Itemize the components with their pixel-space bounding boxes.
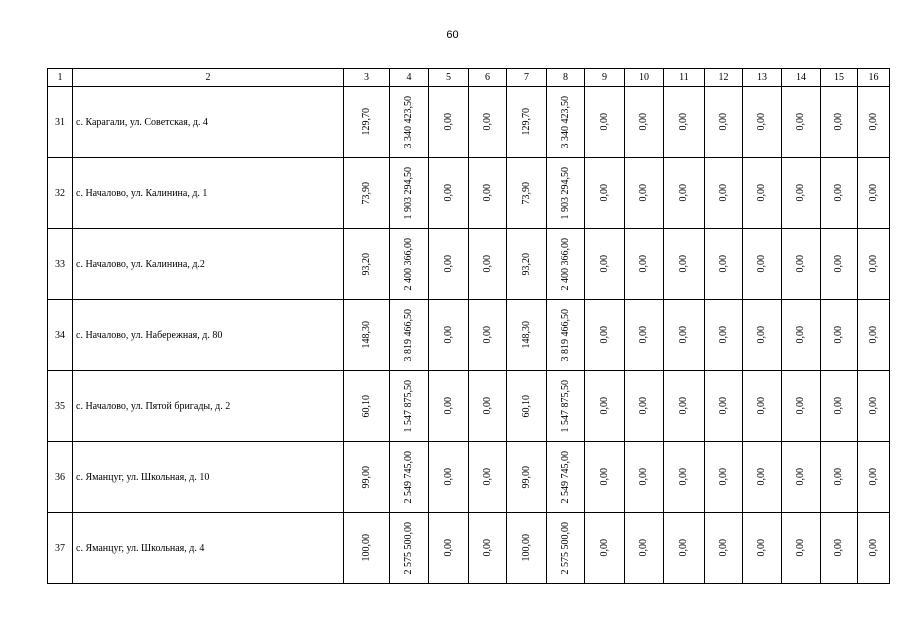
value-cell-c3: [344, 229, 390, 300]
value-text: 2 400 366,00: [403, 237, 414, 291]
value-cell-c15: [821, 442, 858, 513]
value-cell-c8: [547, 442, 585, 513]
value-cell-c13: [743, 229, 782, 300]
value-cell-c11: [664, 158, 705, 229]
column-header-7: 7: [507, 69, 547, 87]
value-text: 0,00: [756, 468, 767, 486]
value-text: 0,00: [795, 326, 806, 344]
value-text: 0,00: [833, 397, 844, 415]
value-cell-c10: [625, 442, 664, 513]
value-cell-c5: [429, 87, 469, 158]
address-cell: с. Началово, ул. Пятой бригады, д. 2: [73, 371, 344, 442]
value-cell-c14: [782, 442, 821, 513]
row-number: 35: [48, 371, 73, 442]
value-text: 99,00: [520, 465, 532, 489]
row-number: 31: [48, 87, 73, 158]
value-text: 0,00: [795, 539, 806, 557]
value-cell-c3: [344, 371, 390, 442]
value-text: 0,00: [833, 255, 844, 273]
value-text: 0,00: [481, 397, 493, 415]
value-cell-c7: [507, 371, 547, 442]
value-cell-c9: [585, 87, 625, 158]
table-row: [48, 158, 890, 229]
value-text: 129,70: [520, 108, 532, 136]
value-text: 0,00: [638, 184, 649, 202]
value-cell-c3: [344, 158, 390, 229]
value-cell-c11: [664, 442, 705, 513]
column-header-11: 11: [664, 69, 705, 87]
value-text: 3 819 466,50: [559, 308, 571, 362]
value-cell-c5: [429, 158, 469, 229]
value-text: 0,00: [481, 326, 493, 344]
value-text: 60,10: [520, 394, 532, 418]
value-text: 3 340 423,50: [403, 95, 414, 149]
value-cell-c7: [507, 300, 547, 371]
value-cell-c8: [547, 300, 585, 371]
value-text: 0,00: [481, 184, 493, 202]
value-text: 0,00: [833, 113, 844, 131]
value-cell-c3: [344, 442, 390, 513]
value-text: 0,00: [756, 397, 767, 415]
value-text: 0,00: [481, 255, 493, 273]
value-cell-c6: [469, 513, 507, 584]
row-number: 37: [48, 513, 73, 584]
value-text: 0,00: [442, 184, 454, 202]
row-number: 32: [48, 158, 73, 229]
value-cell-c4: [390, 87, 429, 158]
address-cell: с. Яманцуг, ул. Школьная, д. 4: [73, 513, 344, 584]
value-text: 0,00: [717, 539, 729, 557]
value-text: 0,00: [756, 184, 767, 202]
value-text: 0,00: [678, 326, 689, 344]
value-cell-c14: [782, 158, 821, 229]
value-text: 0,00: [598, 539, 610, 557]
value-cell-c9: [585, 158, 625, 229]
value-cell-c5: [429, 442, 469, 513]
table-row: [48, 300, 890, 371]
value-text: 0,00: [795, 113, 806, 131]
column-header-12: 12: [705, 69, 743, 87]
value-text: 3 340 423,50: [559, 95, 571, 149]
value-text: 0,00: [678, 255, 689, 273]
table-row: [48, 229, 890, 300]
value-text: 0,00: [833, 184, 844, 202]
value-cell-c14: [782, 300, 821, 371]
header-row: [48, 69, 890, 87]
value-cell-c4: [390, 158, 429, 229]
value-text: 0,00: [717, 397, 729, 415]
value-cell-c8: [547, 158, 585, 229]
value-cell-c13: [743, 300, 782, 371]
value-text: 0,00: [598, 184, 610, 202]
value-text: 0,00: [795, 397, 806, 415]
column-header-2: 2: [73, 69, 344, 87]
value-cell-c4: [390, 229, 429, 300]
value-text: 0,00: [756, 539, 767, 557]
value-text: 0,00: [442, 397, 454, 415]
value-cell-c7: [507, 229, 547, 300]
row-number: 36: [48, 442, 73, 513]
value-text: 73,90: [360, 181, 372, 205]
value-text: 2 575 500,00: [559, 521, 571, 575]
value-cell-c12: [705, 513, 743, 584]
value-cell-c11: [664, 513, 705, 584]
value-text: 0,00: [638, 397, 649, 415]
value-text: 0,00: [442, 255, 454, 273]
value-cell-c8: [547, 513, 585, 584]
value-text: 0,00: [867, 113, 879, 131]
value-cell-c11: [664, 87, 705, 158]
value-cell-c3: [344, 300, 390, 371]
column-header-9: 9: [585, 69, 625, 87]
value-text: 2 400 366,00: [559, 237, 571, 291]
value-text: 0,00: [756, 255, 767, 273]
address-cell: с. Началово, ул. Калинина, д. 1: [73, 158, 344, 229]
address-cell: с. Яманцуг, ул. Школьная, д. 10: [73, 442, 344, 513]
value-text: 0,00: [442, 539, 454, 557]
value-text: 0,00: [867, 468, 879, 486]
value-text: 0,00: [867, 326, 879, 344]
value-text: 0,00: [833, 326, 844, 344]
value-text: 0,00: [678, 468, 689, 486]
column-header-15: 15: [821, 69, 858, 87]
value-cell-c8: [547, 229, 585, 300]
value-text: 73,90: [520, 181, 532, 205]
value-text: 148,30: [520, 321, 532, 349]
value-text: 0,00: [717, 255, 729, 273]
value-text: 99,00: [360, 465, 372, 489]
column-header-1: 1: [48, 69, 73, 87]
value-text: 0,00: [638, 326, 649, 344]
value-text: 0,00: [442, 113, 454, 131]
value-cell-c10: [625, 229, 664, 300]
value-text: 60,10: [360, 394, 372, 418]
value-text: 0,00: [598, 255, 610, 273]
value-cell-c12: [705, 158, 743, 229]
value-cell-c12: [705, 229, 743, 300]
value-text: 1 547 875,50: [559, 379, 571, 433]
value-cell-c15: [821, 371, 858, 442]
value-cell-c8: [547, 87, 585, 158]
value-text: 1 903 294,50: [403, 166, 414, 220]
value-cell-c12: [705, 371, 743, 442]
value-text: 0,00: [481, 113, 493, 131]
value-cell-c4: [390, 442, 429, 513]
value-text: 0,00: [833, 468, 844, 486]
value-cell-c15: [821, 300, 858, 371]
column-header-10: 10: [625, 69, 664, 87]
row-number: 34: [48, 300, 73, 371]
value-cell-c6: [469, 300, 507, 371]
value-cell-c5: [429, 229, 469, 300]
value-text: 100,00: [360, 534, 372, 562]
value-cell-c11: [664, 229, 705, 300]
value-cell-c15: [821, 87, 858, 158]
value-text: 0,00: [638, 539, 649, 557]
column-header-13: 13: [743, 69, 782, 87]
value-text: 0,00: [717, 326, 729, 344]
value-text: 2 549 745,00: [403, 450, 414, 504]
value-text: 0,00: [638, 255, 649, 273]
value-cell-c13: [743, 513, 782, 584]
column-header-14: 14: [782, 69, 821, 87]
value-cell-c16: [858, 442, 890, 513]
value-cell-c7: [507, 87, 547, 158]
value-text: 0,00: [638, 113, 649, 131]
value-cell-c3: [344, 87, 390, 158]
value-text: 0,00: [756, 326, 767, 344]
value-text: 0,00: [867, 397, 879, 415]
value-text: 0,00: [678, 113, 689, 131]
value-text: 0,00: [638, 468, 649, 486]
value-cell-c7: [507, 442, 547, 513]
value-text: 1 903 294,50: [559, 166, 571, 220]
value-cell-c10: [625, 87, 664, 158]
value-text: 0,00: [795, 184, 806, 202]
value-cell-c7: [507, 513, 547, 584]
column-header-16: 16: [858, 69, 890, 87]
value-text: 0,00: [678, 539, 689, 557]
value-text: 0,00: [598, 397, 610, 415]
table-row: [48, 371, 890, 442]
value-cell-c16: [858, 87, 890, 158]
value-text: 100,00: [520, 534, 532, 562]
value-cell-c13: [743, 87, 782, 158]
column-header-8: 8: [547, 69, 585, 87]
value-text: 2 575 500,00: [403, 521, 414, 575]
address-cell: с. Началово, ул. Калинина, д.2: [73, 229, 344, 300]
value-cell-c9: [585, 300, 625, 371]
row-number: 33: [48, 229, 73, 300]
value-cell-c6: [469, 87, 507, 158]
register-table: [47, 68, 890, 584]
table-row: [48, 513, 890, 584]
value-cell-c16: [858, 300, 890, 371]
value-cell-c16: [858, 229, 890, 300]
value-text: 0,00: [678, 184, 689, 202]
value-cell-c6: [469, 229, 507, 300]
value-cell-c3: [344, 513, 390, 584]
value-text: 0,00: [442, 326, 454, 344]
value-text: 1 547 875,50: [403, 379, 414, 433]
value-text: 0,00: [867, 539, 879, 557]
value-text: 0,00: [795, 468, 806, 486]
value-cell-c11: [664, 300, 705, 371]
value-cell-c8: [547, 371, 585, 442]
value-cell-c12: [705, 87, 743, 158]
value-text: 0,00: [717, 184, 729, 202]
value-text: 0,00: [756, 113, 767, 131]
address-cell: с. Началово, ул. Набережная, д. 80: [73, 300, 344, 371]
value-text: 2 549 745,00: [559, 450, 571, 504]
value-cell-c13: [743, 371, 782, 442]
value-cell-c15: [821, 229, 858, 300]
value-text: 0,00: [598, 326, 610, 344]
value-cell-c10: [625, 158, 664, 229]
value-text: 0,00: [717, 468, 729, 486]
value-cell-c10: [625, 513, 664, 584]
value-cell-c5: [429, 371, 469, 442]
value-cell-c6: [469, 442, 507, 513]
value-text: 0,00: [481, 539, 493, 557]
value-cell-c16: [858, 158, 890, 229]
value-text: 0,00: [598, 468, 610, 486]
table-row: [48, 87, 890, 158]
value-cell-c16: [858, 513, 890, 584]
value-cell-c13: [743, 442, 782, 513]
value-cell-c12: [705, 300, 743, 371]
value-cell-c14: [782, 229, 821, 300]
value-cell-c11: [664, 371, 705, 442]
value-cell-c15: [821, 158, 858, 229]
address-cell: с. Карагали, ул. Советская, д. 4: [73, 87, 344, 158]
column-header-6: 6: [469, 69, 507, 87]
value-text: 0,00: [867, 184, 879, 202]
value-text: 129,70: [360, 108, 372, 136]
value-text: 0,00: [442, 468, 454, 486]
value-text: 3 819 466,50: [403, 308, 414, 362]
value-text: 93,20: [360, 252, 372, 276]
value-cell-c13: [743, 158, 782, 229]
value-cell-c9: [585, 371, 625, 442]
value-cell-c15: [821, 513, 858, 584]
value-cell-c4: [390, 371, 429, 442]
column-header-4: 4: [390, 69, 429, 87]
value-cell-c6: [469, 371, 507, 442]
table-body: [48, 87, 890, 584]
value-cell-c4: [390, 300, 429, 371]
value-cell-c10: [625, 371, 664, 442]
value-cell-c12: [705, 442, 743, 513]
value-text: 93,20: [520, 252, 532, 276]
value-text: 0,00: [795, 255, 806, 273]
value-cell-c9: [585, 442, 625, 513]
column-header-3: 3: [344, 69, 390, 87]
value-cell-c9: [585, 229, 625, 300]
value-text: 0,00: [481, 468, 493, 486]
value-text: 0,00: [717, 113, 729, 131]
value-text: 148,30: [360, 321, 372, 349]
value-cell-c7: [507, 158, 547, 229]
value-cell-c5: [429, 300, 469, 371]
value-text: 0,00: [867, 255, 879, 273]
value-cell-c4: [390, 513, 429, 584]
value-text: 0,00: [833, 539, 844, 557]
value-cell-c16: [858, 371, 890, 442]
value-text: 0,00: [598, 113, 610, 131]
value-cell-c6: [469, 158, 507, 229]
value-cell-c14: [782, 87, 821, 158]
table-row: [48, 442, 890, 513]
value-cell-c5: [429, 513, 469, 584]
page-number: 60: [446, 29, 459, 41]
value-cell-c14: [782, 371, 821, 442]
value-cell-c14: [782, 513, 821, 584]
value-text: 0,00: [678, 397, 689, 415]
column-header-5: 5: [429, 69, 469, 87]
value-cell-c10: [625, 300, 664, 371]
value-cell-c9: [585, 513, 625, 584]
